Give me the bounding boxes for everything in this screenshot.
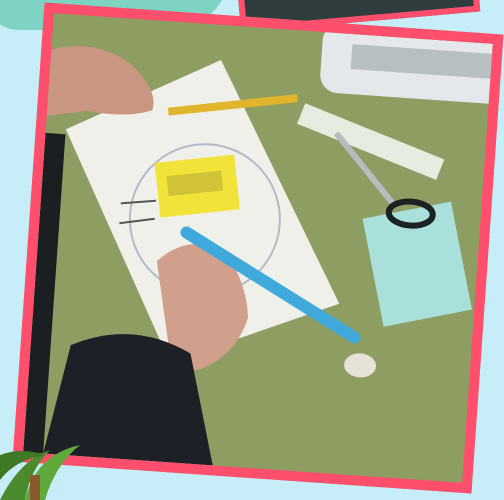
palm-tree-icon [0, 420, 110, 500]
photo [23, 13, 493, 483]
